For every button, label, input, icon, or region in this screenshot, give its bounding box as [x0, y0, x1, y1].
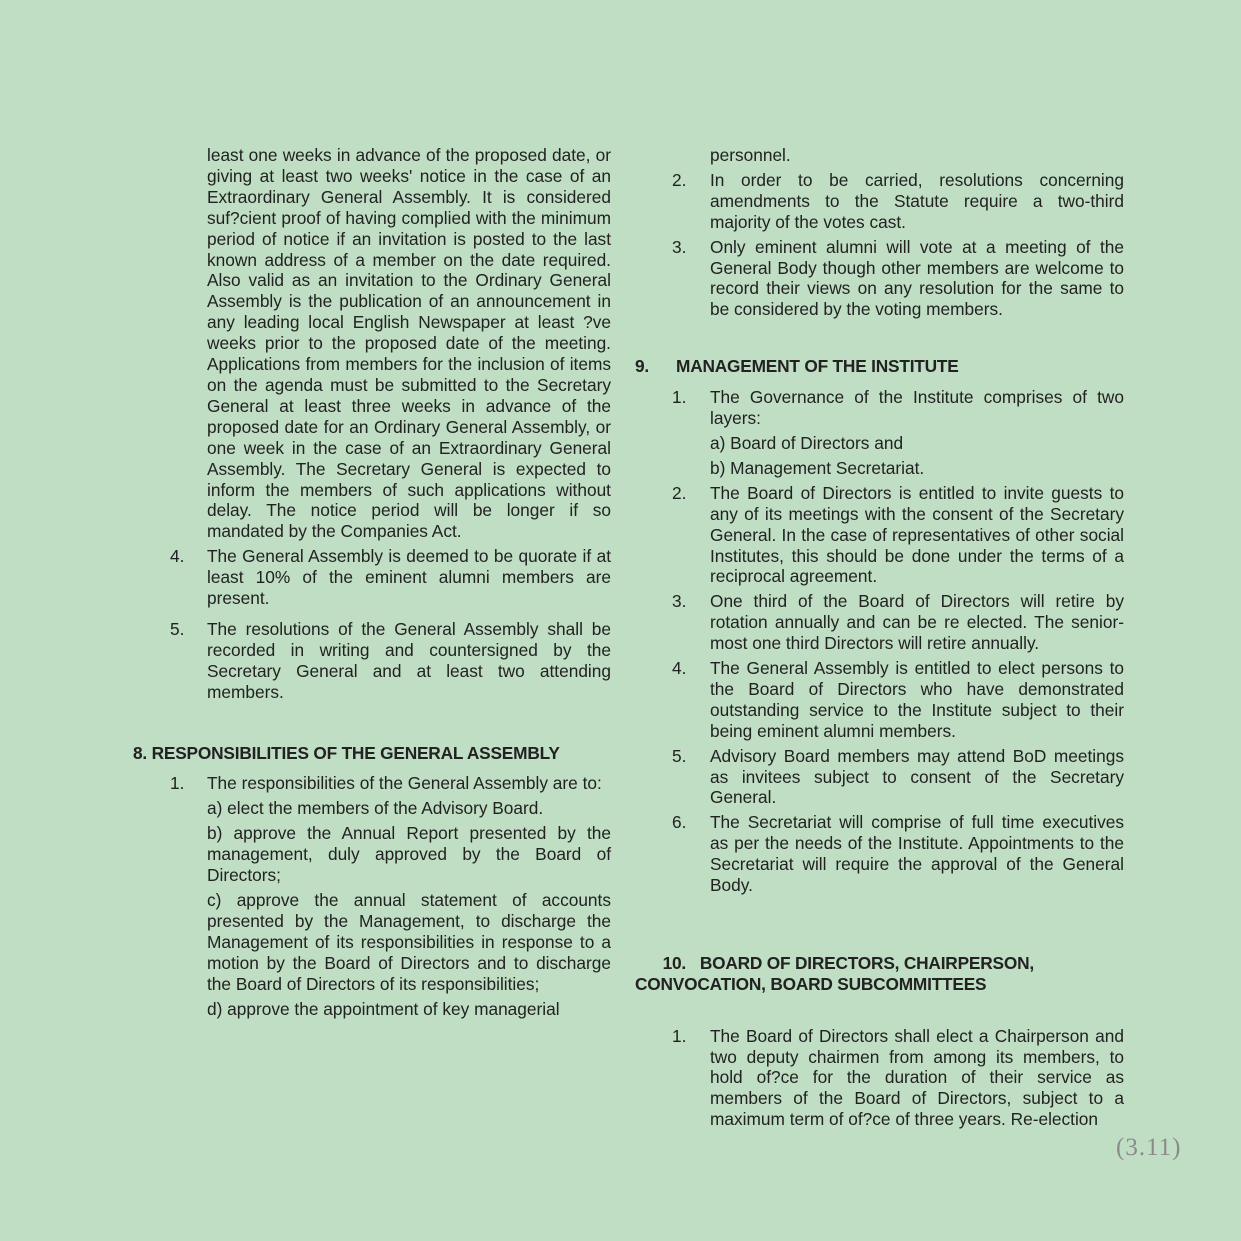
sub-item: a) Board of Directors and: [710, 432, 904, 453]
sub-item: c) approve the annual statement of accounts presented by the Management, to discharge the Management of its responsibilities in response to a motion by the Board of Directors and to discharge the Board of Directors of its responsibilities;: [207, 890, 611, 994]
page-number: (3.11): [1116, 1134, 1182, 1161]
item-number: 3.: [672, 591, 687, 612]
item-text: The responsibilities of the General Assembly are to:: [207, 773, 602, 794]
item-number: 4.: [672, 658, 687, 679]
section-heading-10: [635, 932, 1124, 1016]
item-number: 2.: [672, 482, 687, 503]
item-text: Advisory Board members may attend BoD meetings as invitees subject to consent of the Secretary General.: [710, 745, 1124, 808]
item-number: 6.: [672, 812, 687, 833]
continued-paragraph: least one weeks in advance of the proposed date, or giving at least two weeks' notice in the case of an Extraordinary General Assembly. It is considered suf?cient proof of having complied with the minimum period of notice if an invitation is posted to the last known address of a member on the date required. Also valid as an invitation to the Ordinary General Assembly is the publication of an announcement in any leading local English Newspaper at least ?ve weeks prior to the proposed date of the meeting. Applications from members for the inclusion of items on the agenda must be submitted to the Secretary General at least three weeks in advance of the proposed date for an Ordinary General Assembly, or one week in the case of an Extraordinary General Assembly. The Secretary General is expected to inform the members of such applications without delay. The notice period will be longer if so mandated by the Companies Act.: [207, 145, 611, 542]
sub-item: b) approve the Annual Report presented by the management, duly approved by the Board of Directors;: [207, 823, 611, 886]
list-item: [635, 170, 1124, 233]
section-heading-line: CONVOCATION, BOARD SUBCOMMITTEES: [635, 973, 987, 994]
list-item: [635, 483, 1124, 588]
list-item: [635, 658, 1124, 742]
item-number: 1.: [672, 1025, 687, 1046]
item-number: 1.: [170, 773, 185, 794]
item-text: The Board of Directors is entitled to invite guests to any of its meetings with the consent of the Secretary General. In the case of representatives of other social Institutes, this should be done under the terms of a reciprocal agreement.: [710, 482, 1124, 587]
item-number: 5.: [170, 618, 185, 639]
sub-item: a) elect the members of the Advisory Board.: [207, 798, 544, 819]
list-item: [635, 387, 1124, 429]
section-title: MANAGEMENT OF THE INSTITUTE: [676, 356, 959, 377]
left-column: [133, 145, 611, 1019]
right-column: [635, 145, 1124, 1130]
item-text: The resolutions of the General Assembly shall be recorded in writing and countersigned by the Secretary General and at least two attending members.: [207, 618, 611, 702]
list-item: [635, 1026, 1124, 1131]
item-text: The Governance of the Institute comprises of two layers:: [710, 387, 1124, 429]
section-number: 9.: [635, 356, 650, 377]
item-number: 2.: [672, 169, 687, 190]
section-heading-line: 10. BOARD OF DIRECTORS, CHAIRPERSON,: [662, 952, 1034, 973]
item-number: 5.: [672, 745, 687, 766]
list-item: [635, 591, 1124, 654]
item-text: Only eminent alumni will vote at a meeting of the General Body though other members are welcome to record their views on any resolution for the same to be considered by the voting members.: [710, 236, 1124, 320]
item-text: One third of the Board of Directors will retire by rotation annually and can be re elected. The senior-most one third Directors will retire annually.: [710, 591, 1124, 654]
item-number: 3.: [672, 236, 687, 257]
list-item: [133, 546, 611, 609]
list-item: [635, 812, 1124, 896]
sub-item: d) approve the appointment of key managerial: [207, 998, 560, 1019]
sub-item: b) Management Secretariat.: [710, 457, 925, 478]
item-text: The Secretariat will comprise of full time executives as per the needs of the Institute. Appointments to the Secretariat will require the approval of the General Body.: [710, 812, 1124, 896]
continued-paragraph: personnel.: [710, 145, 791, 165]
list-item: [133, 773, 611, 794]
item-number: 1.: [672, 387, 687, 408]
item-text: The General Assembly is entitled to elect persons to the Board of Directors who have demonstrated outstanding service to the Institute subject to their being eminent alumni members.: [710, 658, 1124, 741]
section-heading-9: [635, 356, 1124, 377]
item-text: In order to be carried, resolutions concerning amendments to the Statute require a two-third majority of the votes cast.: [710, 169, 1124, 232]
list-item: [635, 237, 1124, 321]
item-number: 4.: [170, 546, 185, 567]
list-item: [635, 746, 1124, 809]
list-item: [133, 619, 611, 703]
section-heading-8: 8. RESPONSIBILITIES OF THE GENERAL ASSEMBLY: [133, 742, 560, 763]
item-text: The General Assembly is deemed to be quorate if at least 10% of the eminent alumni members are present.: [207, 546, 611, 609]
item-text: The Board of Directors shall elect a Chairperson and two deputy chairmen from among its members, to hold of?ce for the duration of their service as members of the Board of Directors, subject to a maximum term of of?ce of three years. Re-election: [710, 1025, 1124, 1130]
